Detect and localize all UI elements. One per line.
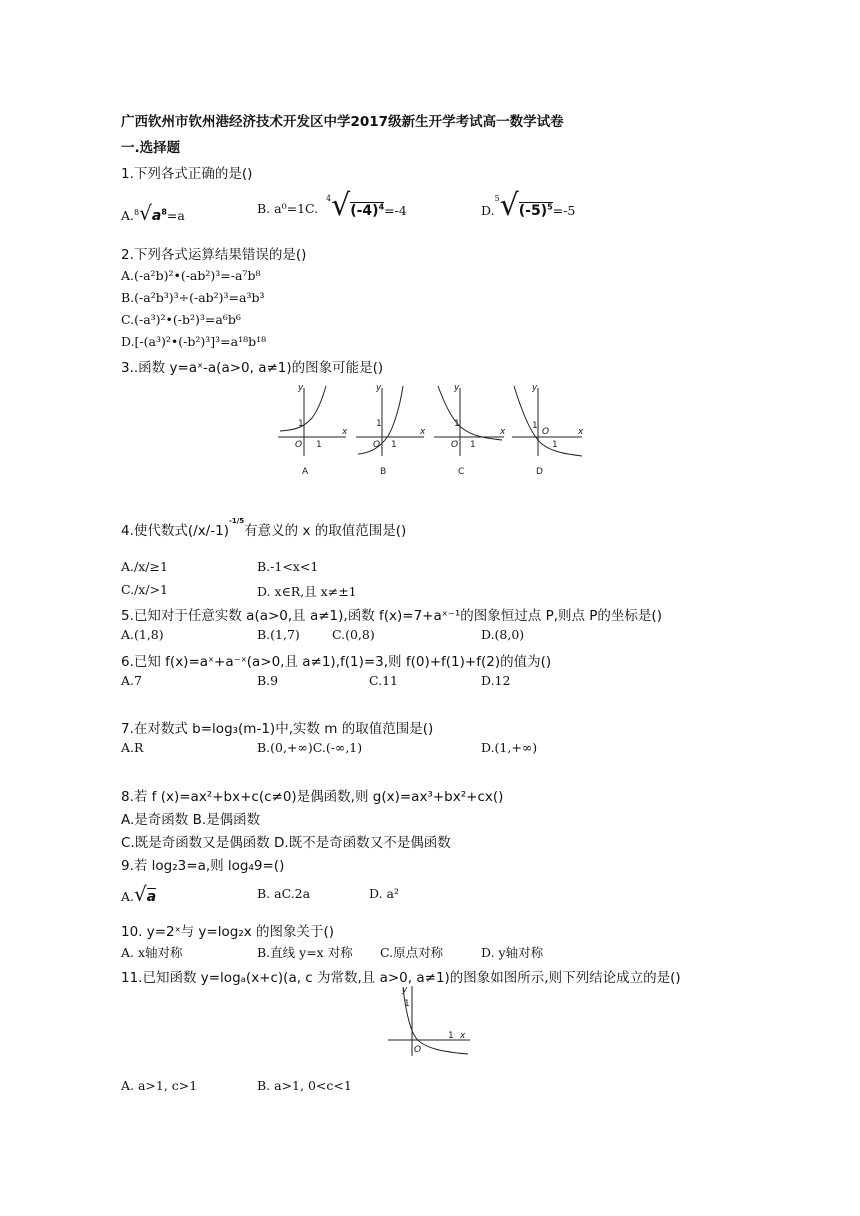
- q1-option-a-radical-icon: $^8√a^8$: [134, 201, 167, 225]
- q5-option-b: B.(1,7): [257, 627, 300, 642]
- q3-d-one: 1: [532, 421, 538, 431]
- q1-option-c-radical: [326, 188, 407, 223]
- q4-stem-part2: 有意义的 x 的取值范围是(): [244, 523, 407, 539]
- q9-option-a: [121, 882, 156, 906]
- q3-b-y-label: y: [376, 383, 382, 393]
- question-1-stem: 1.下列各式正确的是(): [121, 166, 253, 182]
- q2-option-b: B.(-a²b³)³÷(-ab²)³=a³b³: [121, 290, 265, 305]
- q3-d-y-label: y: [532, 383, 538, 393]
- q11-option-a: A. a>1, c>1: [121, 1078, 198, 1093]
- q6-option-b: B.9: [257, 673, 279, 688]
- q10-option-c: C.原点对称: [380, 945, 444, 960]
- q1-option-d: [481, 188, 575, 223]
- q11-graph-figure: [386, 982, 476, 1058]
- q3-b-x-label: x: [420, 427, 426, 437]
- q3-d-origin: O: [542, 427, 550, 437]
- section-heading: 一.选择题: [121, 140, 181, 156]
- question-9-stem: 9.若 log₂3=a,则 log₄9=(): [121, 858, 285, 874]
- q11-option-b: B. a>1, 0<c<1: [257, 1078, 352, 1093]
- q4-option-d: D. x∈R,且 x≠±1: [257, 584, 357, 599]
- q1-option-c-radical-icon: $^4√(-4)^4$: [326, 188, 385, 223]
- q11-x-one: 1: [448, 1031, 454, 1041]
- q1-option-b: [257, 201, 318, 216]
- question-8-stem: 8.若 f (x)=ax²+bx+c(c≠0)是偶函数,则 g(x)=ax³+bx²+cx(): [121, 789, 504, 805]
- q7-option-d: D.(1,+∞): [481, 740, 538, 755]
- question-2-stem: 2.下列各式运算结果错误的是(): [121, 247, 307, 263]
- q3-b-one: 1: [376, 419, 382, 429]
- q3-label-c: C: [458, 467, 465, 477]
- q3-c-y-label: y: [454, 383, 460, 393]
- q4-option-b: B.-1<x<1: [257, 559, 319, 574]
- q6-option-a: A.7: [121, 673, 142, 688]
- q6-option-c: C.11: [369, 673, 398, 688]
- q3-label-a: A: [302, 467, 309, 477]
- q3-graphs-figure: [276, 380, 592, 478]
- q1-option-a: [121, 201, 185, 225]
- q11-x-label: x: [460, 1031, 466, 1041]
- q2-option-d: D.[-(a³)²•(-b²)³]³=a¹⁸b¹⁸: [121, 334, 267, 349]
- q2-option-a: A.(-a²b)²•(-ab²)³=-a⁷b⁸: [121, 268, 261, 283]
- q9-option-bc: B. aC.2a: [257, 886, 311, 901]
- question-7-stem: 7.在对数式 b=log₃(m-1)中,实数 m 的取值范围是(): [121, 721, 434, 737]
- question-6-stem: 6.已知 f(x)=aˣ+a⁻ˣ(a>0,且 a≠1),f(1)=3,则 f(0)+f(1)+f(2)的值为(): [121, 654, 552, 670]
- q4-option-a: A./x/≥1: [121, 559, 168, 574]
- q9-option-a-label: A.: [121, 889, 135, 904]
- q11-origin: O: [414, 1045, 422, 1055]
- q10-option-a: A. x轴对称: [121, 945, 183, 960]
- q11-one: 1: [404, 999, 410, 1009]
- q4-exponent-icon: -1/5: [228, 517, 245, 525]
- q7-option-a: A.R: [121, 740, 144, 755]
- q8-options-cd: C.既是奇函数又是偶函数 D.既不是奇函数又不是偶函数: [121, 835, 451, 851]
- question-4-stem: [121, 517, 406, 539]
- q3-a-one: 1: [298, 419, 304, 429]
- q3-c-x-label: x: [500, 427, 506, 437]
- q3-d-x-one: 1: [552, 440, 558, 450]
- question-3-stem: 3..函数 y=aˣ-a(a>0, a≠1)的图象可能是(): [121, 360, 384, 376]
- question-10-stem: 10. y=2ˣ与 y=log₂x 的图象关于(): [121, 924, 335, 940]
- q7-option-bc: B.(0,+∞)C.(-∞,1): [257, 740, 363, 755]
- q3-label-b: B: [380, 467, 387, 477]
- q3-b-origin: O: [373, 440, 381, 450]
- q5-option-c: C.(0,8): [332, 627, 375, 642]
- q3-a-x-one: 1: [316, 440, 322, 450]
- q3-c-x-one: 1: [470, 440, 476, 450]
- q11-y-label: y: [402, 985, 408, 995]
- q1-option-d-label: D.: [481, 203, 495, 218]
- q10-option-b: B.直线 y=x 对称: [257, 945, 353, 960]
- q3-d-x-label: x: [578, 427, 584, 437]
- q3-a-y-label: y: [298, 383, 304, 393]
- q10-option-d: D. y轴对称: [481, 945, 544, 960]
- q4-stem-part1: 4.使代数式(/x/-1): [121, 523, 229, 539]
- q3-a-x-label: x: [342, 427, 348, 437]
- q8-options-ab: A.是奇函数 B.是偶函数: [121, 812, 261, 828]
- q3-c-one: 1: [454, 419, 460, 429]
- q3-label-d: D: [536, 467, 543, 477]
- q3-b-x-one: 1: [391, 440, 397, 450]
- question-11-stem: 11.已知函数 y=logₐ(x+c)(a, c 为常数,且 a>0, a≠1)的图象如图所示,则下列结论成立的是(): [121, 970, 681, 986]
- q4-option-c: C./x/>1: [121, 582, 168, 597]
- q6-option-d: D.12: [481, 673, 511, 688]
- q1-option-c-rhs: =-4: [384, 203, 407, 218]
- q1-option-d-rhs: =-5: [552, 203, 576, 218]
- q2-option-c: C.(-a³)²•(-b²)³=a⁶b⁶: [121, 312, 241, 327]
- q5-option-d: D.(8,0): [481, 627, 525, 642]
- q5-option-a: A.(1,8): [121, 627, 164, 642]
- q9-option-d: D. a²: [369, 886, 399, 901]
- q1-option-a-rhs: =a: [166, 208, 185, 223]
- page-title: 广西钦州市钦州港经济技术开发区中学2017级新生开学考试高一数学试卷: [121, 114, 564, 130]
- q3-c-origin: O: [451, 440, 459, 450]
- q3-a-origin: O: [295, 440, 303, 450]
- question-5-stem: 5.已知对于任意实数 a(a>0,且 a≠1),函数 f(x)=7+aˣ⁻¹的图象恒过点 P,则点 P的坐标是(): [121, 608, 662, 624]
- q1-option-d-radical-icon: $^5√(-5)^5$: [494, 188, 553, 223]
- q1-option-a-label: A.: [121, 208, 135, 223]
- q9-sqrt-icon: √a: [134, 882, 157, 906]
- q1-option-b-text: B. a⁰=1C.: [257, 201, 319, 216]
